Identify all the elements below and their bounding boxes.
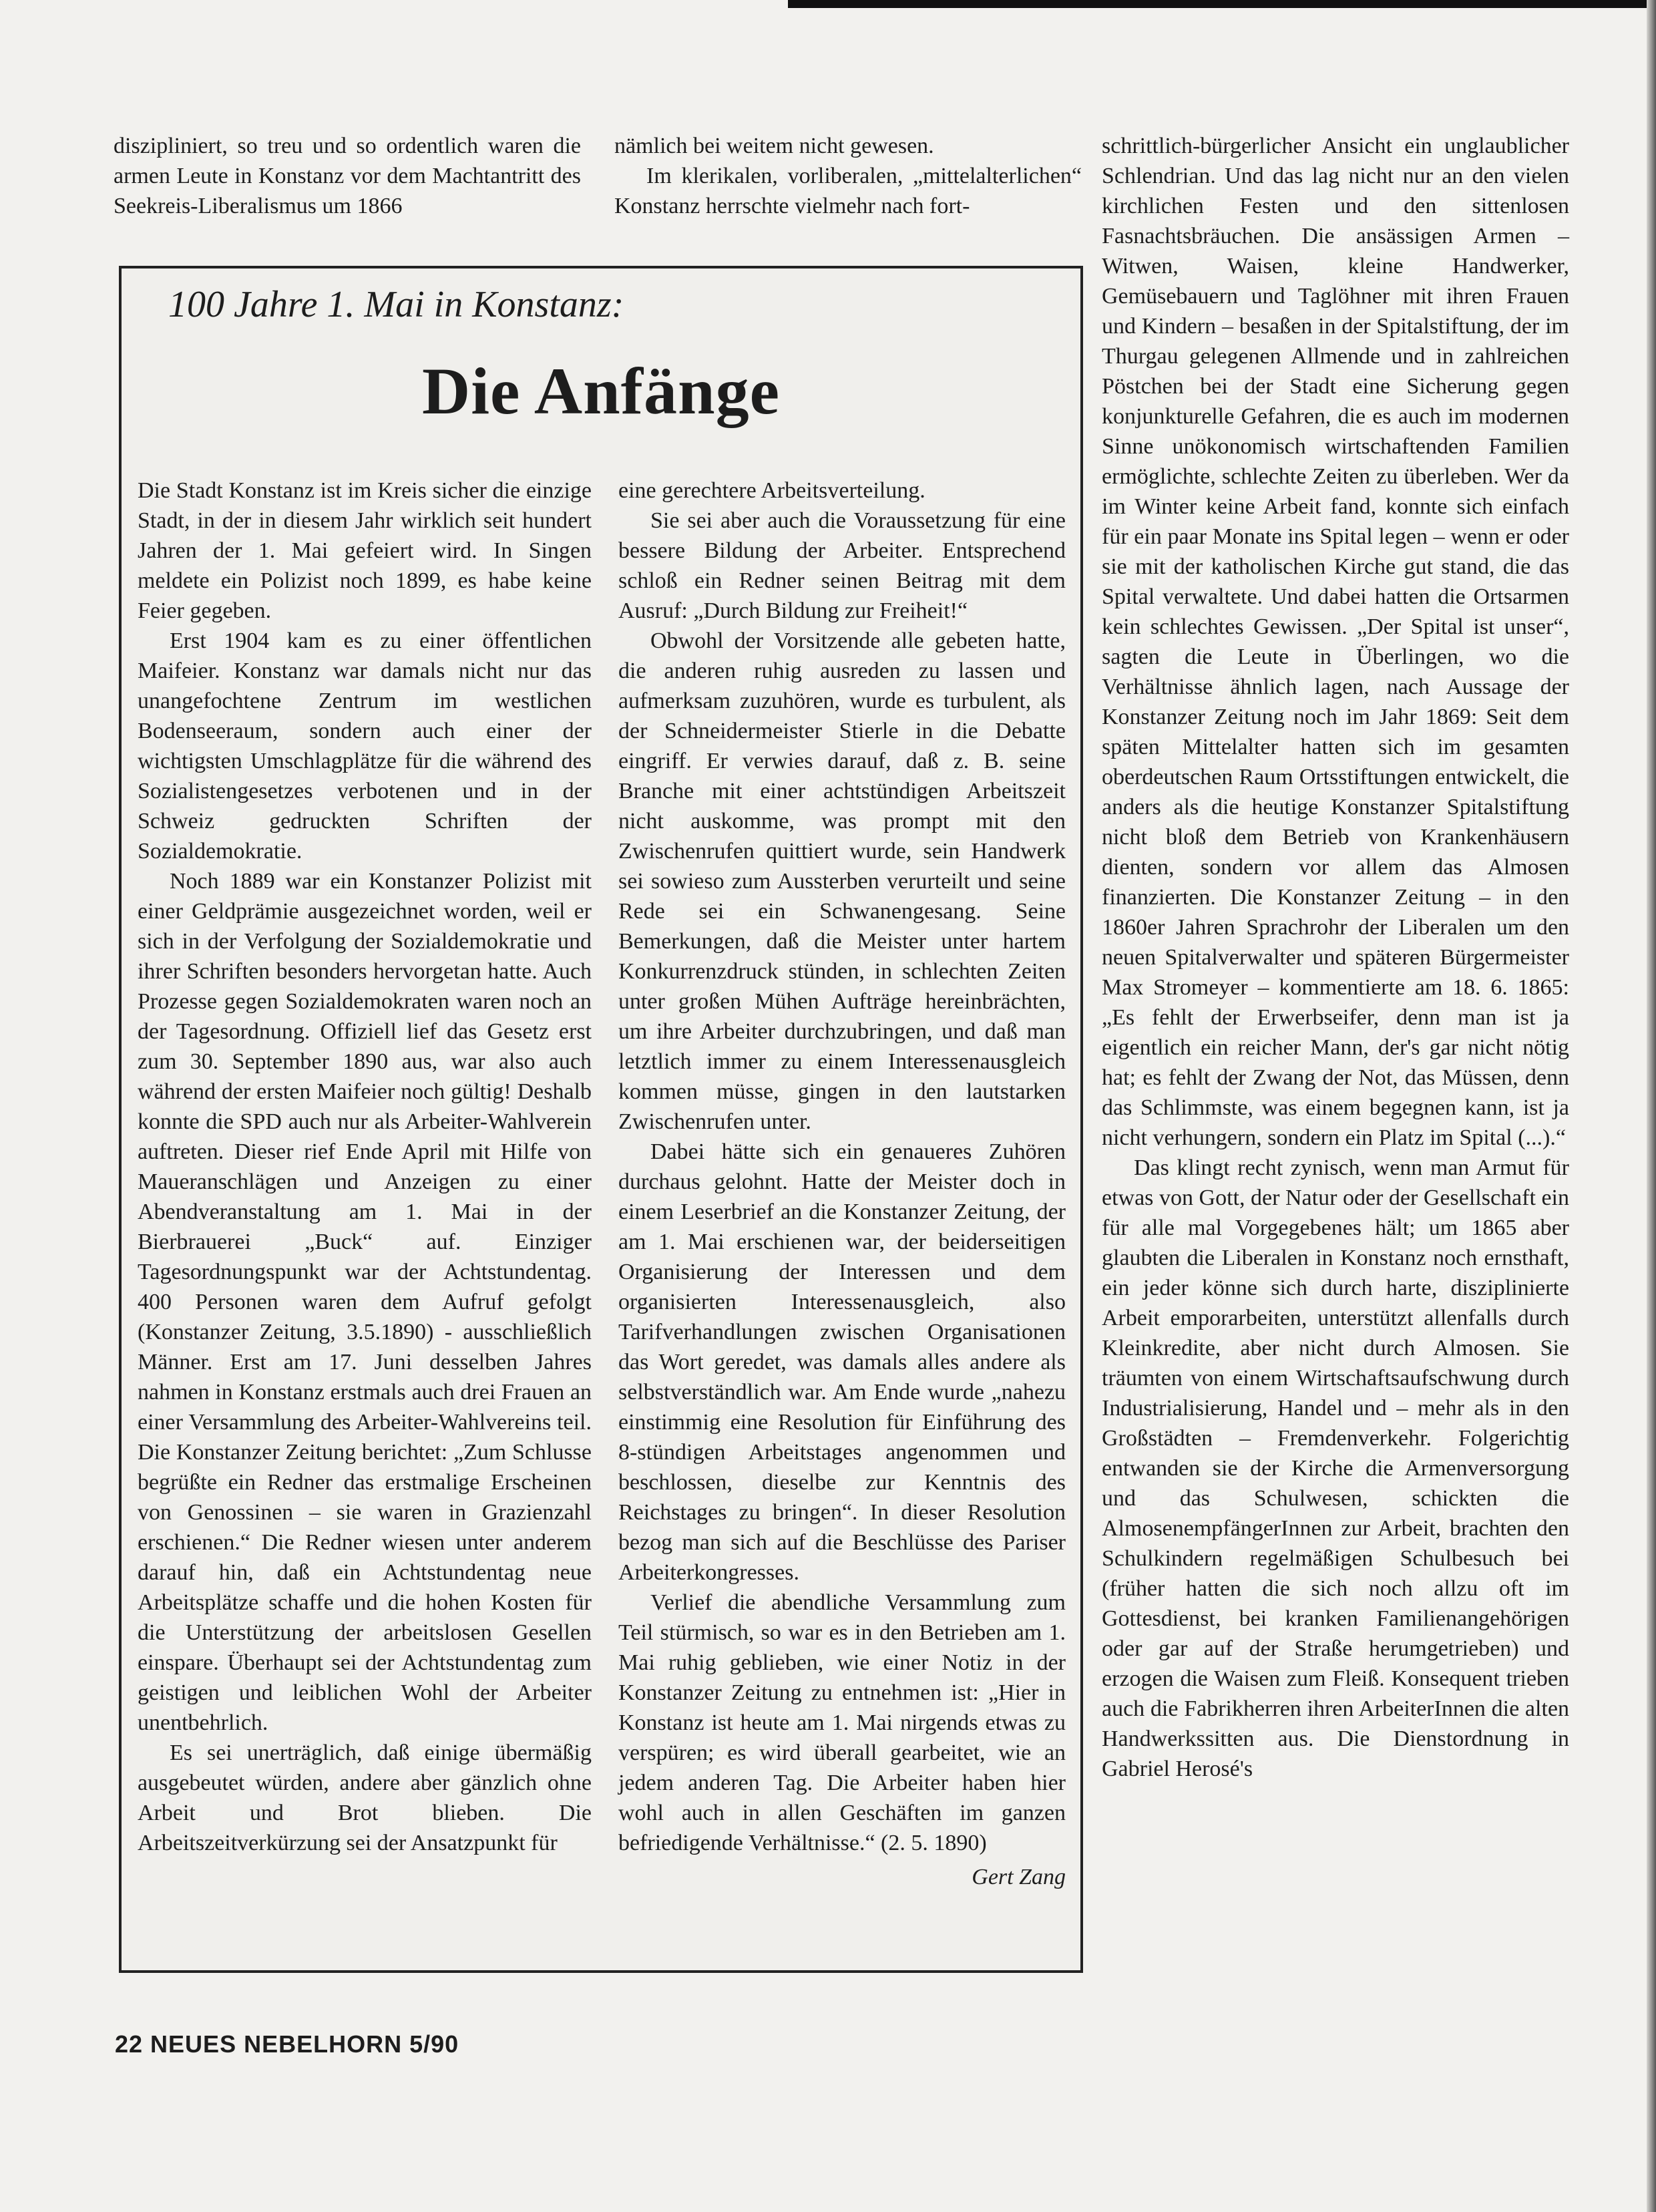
paragraph: schrittlich-bürgerlicher Ansicht ein unglaublicher Schlendrian. Und das lag nicht nur an den vielen kirchlichen Festen und den sittenlosen Fasnachtsbräuchen. Die ansässigen Armen – Witwen, Waisen, kleine Handwerker, Gemüsebauern und Taglöhner mit ihren Frauen und Kindern – besaßen in der Spitalstiftung, der im Thurgau gelegenen Allmende und in zahlreichen Pöstchen bei der Stadt eine Sicherung gegen konjunkturelle Gefahren, die es auch im modernen Sinne unökonomisch wirtschaftenden Familien ermöglichte, schlechte Zeiten zu überleben. Wer da im Winter keine Arbeit fand, konnte sich einfach für ein paar Monate ins Spital legen – wenn er oder sie mit der katholischen Kirche gut stand, die das Spital verwaltete. Und dabei hatten die Ortsarmen kein schlechtes Gewissen. „Der Spital ist unser“, sagten die Leute in Überlingen, wo die Verhältnisse ähnlich lagen, nach Aussage der Konstanzer Zeitung noch im Jahr 1869: Seit dem späten Mittelalter hatten sich im gesamten oberdeutschen Raum Ortsstiftungen entwickelt, die anders als die heutige Konstanzer Spitalstiftung nicht bloß dem Betrieb von Krankenhäusern dienten, sondern vor allem das Almosen finanzierten. Die Konstanzer Zeitung – in den 1860er Jahren Sprachrohr der Liberalen um den neuen Spitalverwalter und späteren Bürgermeister Max Stromeyer – kommentierte am 18. 6. 1865: „Es fehlt der Erwerbseifer, denn man ist ja eigentlich ein reicher Mann, der's gar nicht nötig hat; es fehlt der Zwang der Not, das Müssen, denn das Schlimmste, was einem begegnen kann, ist ja nicht verhungern, sondern ein Platz im Spital (...).“ [1102, 134, 1569, 1150]
paragraph: Erst 1904 kam es zu einer öffentlichen Maifeier. Konstanz war damals nicht nur das unangefochtene Zentrum im westlichen Bodenseeraum, sondern auch einer der wichtigsten Umschlagplätze für die während des Sozialistengesetzes verbotenen und in der Schweiz gedruckten Schriften der Sozialdemokratie. [138, 628, 592, 864]
paragraph: nämlich bei weitem nicht gewesen. [614, 134, 934, 158]
paragraph: eine gerechtere Arbeitsverteilung. [618, 478, 925, 503]
top-column-left [114, 131, 581, 221]
paragraph: Es sei unerträglich, daß einige übermäßig ausgebeutet würden, andere aber gänzlich ohne Arbeit und Brot blieben. Die Arbeitszeitverkürzung sei der Ansatzpunkt für [138, 1740, 592, 1855]
paragraph: Das klingt recht zynisch, wenn man Armut für etwas von Gott, der Natur oder der Gesellschaft ein für alle mal Vorgegebenes hält; um 1865 aber glaubten die Liberalen in Konstanz noch ernsthaft, ein jeder könne sich durch harte, disziplinierte Arbeit emporarbeiten, unterstützt allenfalls durch Kleinkredite, aber nicht durch Almosen. Sie träumten von einem Wirtschaftsaufschwung durch Industrialisierung, Handel und – mehr als in den Großstädten – Fremdenverkehr. Folgerichtig entwanden sie der Kirche die Armenversorgung und das Schulwesen, schickten die AlmosenempfängerInnen zur Arbeit, brachten den Schulkindern regelmäßigen Schulbesuch bei (früher hatten die sich noch allzu oft im Gottesdienst, bei kranken Familienangehörigen oder gar auf der Straße herumgetrieben) und erzogen die Waisen zum Fleiß. Konsequent trieben auch die Fabrikherren ihren ArbeiterInnen die alten Handwerkssitten aus. Die Dienstordnung in Gabriel Herosé's [1102, 1155, 1569, 1781]
paragraph: Dabei hätte sich ein genaueres Zuhören durchaus gelohnt. Hatte der Meister doch in einem Leserbrief an die Konstanzer Zeitung, der am 1. Mai erschienen war, der beiderseitigen Organisierung der Interessen und dem organisierten Interessenausgleich, also Tarifverhandlungen zwischen Organisationen das Wort geredet, was damals alles andere als selbstverständlich war. Am Ende wurde „nahezu einstimmig eine Resolution für Einführung des 8-stündigen Arbeitstages angenommen und beschlossen, dieselbe zur Kenntnis des Reichstages zu bringen“. In dieser Resolution bezog man sich auf die Beschlüsse des Pariser Arbeiterkongresses. [618, 1139, 1066, 1585]
paragraph: Verlief die abendliche Versammlung zum Teil stürmisch, so war es in den Betrieben am 1. Mai ruhig geblieben, wie einer Notiz in der Konstanzer Zeitung zu entnehmen ist: „Hier in Konstanz ist heute am 1. Mai nirgends etwas zu verspüren; es wird überall gearbeitet, wie an jedem anderen Tag. Die Arbeiter haben hier wohl auch in allen Geschäften im ganzen befriedigende Verhältnisse.“ (2. 5. 1890) [618, 1590, 1066, 1855]
top-column-middle [614, 131, 1082, 221]
page-edge-shadow [1647, 0, 1656, 2212]
paragraph: diszipliniert, so treu und so ordentlich waren die armen Leute in Konstanz vor dem Machtantritt des Seekreis-Liberalismus um 1866 [114, 134, 581, 218]
article-kicker: 100 Jahre 1. Mai in Konstanz: [168, 284, 624, 325]
article-headline: Die Anfänge [422, 354, 780, 428]
top-border-line [788, 0, 1656, 8]
byline: Gert Zang [972, 1865, 1066, 1889]
paragraph: Obwohl der Vorsitzende alle gebeten hatte, die anderen ruhig ausreden zu lassen und aufmerksam zuzuhören, wurde es turbulent, als der Schneidermeister Stierle in die Debatte eingriff. Er verwies darauf, daß z. B. seine Branche mit einer achtstündigen Arbeitszeit nicht auskomme, was prompt mit den Zwischenrufen quittiert wurde, sein Handwerk sei sowieso zum Aussterben verurteilt und seine Rede sei ein Schwanengesang. Seine Bemerkungen, daß die Meister unter hartem Konkurrenzdruck stünden, in schlechten Zeiten unter großen Mühen Aufträge hereinbrächten, um ihre Arbeiter durchzubringen, und daß man letztlich immer zu einem Interessenausgleich kommen müsse, gingen in den lautstarken Zwischenrufen unter. [618, 628, 1066, 1134]
box-column-left [138, 476, 592, 1858]
paragraph: Noch 1889 war ein Konstanzer Polizist mit einer Geldprämie ausgezeichnet worden, weil er sich in der Verfolgung der Sozialdemokratie und ihrer Schriften besonders hervorgetan hatte. Auch Prozesse gegen Sozialdemokraten waren noch an der Tagesordnung. Offiziell lief das Gesetz erst zum 30. September 1890 aus, war also auch während der ersten Maifeier noch gültig! Deshalb konnte die SPD auch nur als Arbeiter-Wahlverein auftreten. Dieser rief Ende April mit Hilfe von Maueranschlägen und Anzeigen zu einer Abendveranstaltung am 1. Mai in der Bierbrauerei „Buck“ auf. Einziger Tagesordnungspunkt war der Achtstundentag. 400 Personen waren dem Aufruf gefolgt (Konstanzer Zeitung, 3.5.1890) - ausschließlich Männer. Erst am 17. Juni desselben Jahres nahmen in Konstanz erstmals auch drei Frauen an einer Versammlung des Arbeiter-Wahlvereins teil. Die Konstanzer Zeitung berichtet: „Zum Schlusse begrüßte ein Redner das erstmalige Erscheinen von Genossinen – sie waren in Grazienzahl erschienen.“ Die Redner wiesen unter anderem darauf hin, daß ein Achtstundentag neue Arbeitsplätze schaffe und die hohen Kosten für die Unterstützung der arbeitslosen Gesellen einspare. Überhaupt sei der Achtstundentag zum geistigen und leiblichen Wohl der Arbeiter unentbehrlich. [138, 869, 592, 1735]
page-footer: 22 NEUES NEBELHORN 5/90 [115, 2030, 459, 2058]
box-column-right [618, 476, 1066, 1892]
article-box [119, 266, 1083, 1973]
paragraph: Sie sei aber auch die Voraussetzung für eine bessere Bildung der Arbeiter. Entsprechend schloß ein Redner seinen Beitrag mit dem Ausruf: „Durch Bildung zur Freiheit!“ [618, 508, 1066, 623]
paragraph: Im klerikalen, vorliberalen, „mittelalterlichen“ Konstanz herrschte vielmehr nach fort- [614, 164, 1082, 218]
right-column [1102, 131, 1569, 1784]
paragraph: Die Stadt Konstanz ist im Kreis sicher die einzige Stadt, in der in diesem Jahr wirklich seit hundert Jahren der 1. Mai gefeiert wird. In Singen meldete ein Polizist noch 1899, es habe keine Feier gegeben. [138, 478, 592, 623]
